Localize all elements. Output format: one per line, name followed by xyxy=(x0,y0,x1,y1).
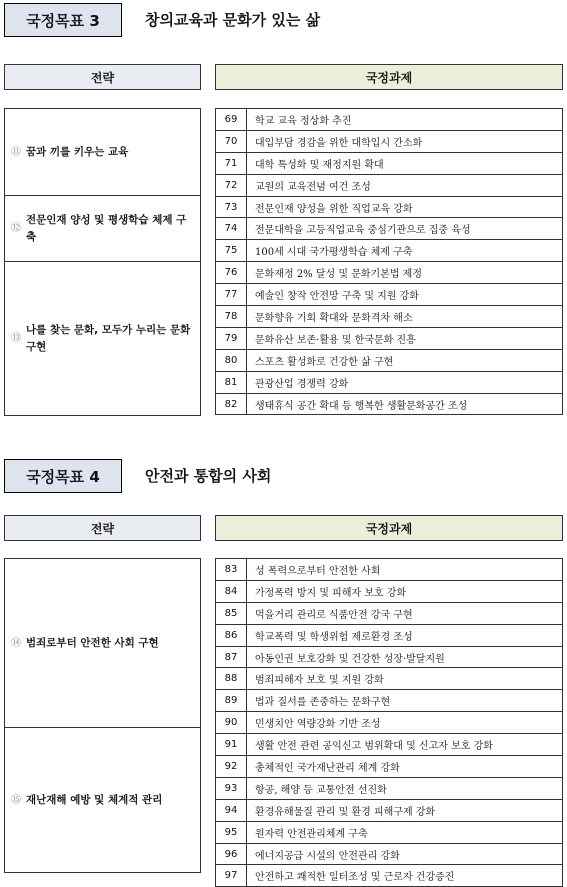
task-text: 관광산업 경쟁력 강화 xyxy=(247,371,563,393)
table-row xyxy=(216,734,563,756)
task-text: 교원의 교육전념 여건 조성 xyxy=(247,174,563,196)
task-text: 100세 시대 국가평생학습 체제 구축 xyxy=(247,240,563,262)
task-number: 97 xyxy=(216,865,247,887)
task-text: 범죄피해자 보호 및 지원 강화 xyxy=(247,668,563,690)
table-row xyxy=(216,865,563,887)
task-number: 82 xyxy=(216,393,247,415)
task-text: 스포츠 활성화로 건강한 삶 구현 xyxy=(247,349,563,371)
table-row xyxy=(216,284,563,306)
table-row xyxy=(216,668,563,690)
task-number: 88 xyxy=(216,668,247,690)
task-text: 대학 특성화 및 재정지원 확대 xyxy=(247,152,563,174)
task-number: 77 xyxy=(216,284,247,306)
goal-3-task-table xyxy=(215,108,563,415)
table-row xyxy=(216,130,563,152)
task-text: 문화재정 2% 달성 및 문화기본법 제정 xyxy=(247,262,563,284)
strategy-12 xyxy=(4,195,201,262)
task-number: 71 xyxy=(216,152,247,174)
goal-4-task-table xyxy=(215,558,563,887)
task-text: 총체적인 국가재난관리 체계 강화 xyxy=(247,756,563,778)
strategy-number: ⑫ xyxy=(11,223,21,234)
task-number: 86 xyxy=(216,624,247,646)
table-row xyxy=(216,602,563,624)
table-row xyxy=(216,580,563,602)
task-number: 90 xyxy=(216,712,247,734)
table-row xyxy=(216,624,563,646)
task-text: 먹을거리 관리로 식품안전 강국 구현 xyxy=(247,602,563,624)
table-row xyxy=(216,218,563,240)
table-row xyxy=(216,327,563,349)
strategy-number: ⑬ xyxy=(11,333,21,344)
task-text: 생태휴식 공간 확대 등 행복한 생활문화공간 조성 xyxy=(247,393,563,415)
task-text: 가정폭력 방지 및 피해자 보호 강화 xyxy=(247,580,563,602)
table-row xyxy=(216,349,563,371)
table-row xyxy=(216,109,563,131)
goal-4-heading xyxy=(0,459,567,495)
task-number: 74 xyxy=(216,218,247,240)
task-text: 예술인 창작 안전망 구축 및 지원 강화 xyxy=(247,284,563,306)
task-number: 80 xyxy=(216,349,247,371)
table-row xyxy=(216,690,563,712)
strategy-number: ⑮ xyxy=(11,794,21,806)
task-text: 안전하고 쾌적한 일터조성 및 근로자 건강증진 xyxy=(247,865,563,887)
table-row xyxy=(216,174,563,196)
table-row xyxy=(216,371,563,393)
table-row xyxy=(216,821,563,843)
task-text: 생활 안전 관련 공익신고 범위확대 및 신고자 보호 강화 xyxy=(247,734,563,756)
strategy-number: ⑭ xyxy=(11,637,21,649)
table-row xyxy=(216,756,563,778)
task-number: 85 xyxy=(216,602,247,624)
task-number: 72 xyxy=(216,174,247,196)
strategy-11 xyxy=(4,108,201,196)
task-number: 75 xyxy=(216,240,247,262)
strategy-13 xyxy=(4,261,201,416)
table-row xyxy=(216,799,563,821)
strategy-text: 재난재해 예방 및 체계적 관리 xyxy=(26,793,163,806)
task-text: 항공, 해양 등 교통안전 선진화 xyxy=(247,777,563,799)
table-row xyxy=(216,196,563,218)
task-number: 94 xyxy=(216,799,247,821)
strategy-text: 꿈과 끼를 키우는 교육 xyxy=(26,145,129,158)
task-number: 87 xyxy=(216,646,247,668)
table-row xyxy=(216,712,563,734)
table-row xyxy=(216,240,563,262)
task-text: 환경유해물질 관리 및 환경 피해구제 강화 xyxy=(247,799,563,821)
table-row xyxy=(216,393,563,415)
goal-4-strategy-header: 전략 xyxy=(4,515,201,541)
task-text: 전문인재 양성을 위한 직업교육 강화 xyxy=(247,196,563,218)
goal-3-task-header: 국정과제 xyxy=(215,64,563,90)
goal-3-title: 창의교육과 문화가 있는 삶 xyxy=(145,11,321,29)
task-number: 79 xyxy=(216,327,247,349)
task-text: 학교 교육 정상화 추진 xyxy=(247,109,563,131)
goal-3-strategy-header: 전략 xyxy=(4,64,201,90)
goal-3-heading xyxy=(0,3,567,39)
task-text: 문화유산 보존·활용 및 한국문화 진흥 xyxy=(247,327,563,349)
table-row xyxy=(216,152,563,174)
table-row xyxy=(216,306,563,328)
goal-4-title: 안전과 통합의 사회 xyxy=(145,467,272,485)
task-number: 73 xyxy=(216,196,247,218)
task-number: 91 xyxy=(216,734,247,756)
task-number: 93 xyxy=(216,777,247,799)
task-number: 78 xyxy=(216,306,247,328)
task-number: 83 xyxy=(216,559,247,581)
table-row xyxy=(216,843,563,865)
task-text: 민생치안 역량강화 기반 조성 xyxy=(247,712,563,734)
task-number: 95 xyxy=(216,821,247,843)
table-row xyxy=(216,777,563,799)
task-text: 학교폭력 및 학생위험 제로환경 조성 xyxy=(247,624,563,646)
task-text: 전문대학을 고등직업교육 중심기관으로 집중 육성 xyxy=(247,218,563,240)
strategy-number: ⑪ xyxy=(11,146,21,158)
strategy-15 xyxy=(4,727,201,873)
task-number: 96 xyxy=(216,843,247,865)
goal-4-task-header: 국정과제 xyxy=(215,515,563,541)
task-text: 원자력 안전관리체계 구축 xyxy=(247,821,563,843)
table-row xyxy=(216,262,563,284)
table-row xyxy=(216,559,563,581)
task-text: 대입부담 경감을 위한 대학입시 간소화 xyxy=(247,130,563,152)
task-number: 81 xyxy=(216,371,247,393)
strategy-text: 범죄로부터 안전한 사회 구현 xyxy=(26,636,159,649)
task-number: 84 xyxy=(216,580,247,602)
task-text: 에너지공급 시설의 안전관리 강화 xyxy=(247,843,563,865)
task-text: 아동인권 보호강화 및 건강한 성장·발달지원 xyxy=(247,646,563,668)
strategy-text: 나를 찾는 문화, 모두가 누리는 문화 구현 xyxy=(26,323,191,353)
task-text: 문화향유 기회 확대와 문화격차 해소 xyxy=(247,306,563,328)
task-number: 76 xyxy=(216,262,247,284)
task-number: 70 xyxy=(216,130,247,152)
goal-3-label: 국정목표 3 xyxy=(4,3,122,37)
task-text: 성 폭력으로부터 안전한 사회 xyxy=(247,559,563,581)
strategy-14 xyxy=(4,558,201,728)
task-number: 92 xyxy=(216,756,247,778)
task-text: 법과 질서를 존중하는 문화구현 xyxy=(247,690,563,712)
task-number: 69 xyxy=(216,109,247,131)
strategy-text: 전문인재 양성 및 평생학습 체제 구축 xyxy=(26,213,187,243)
task-number: 89 xyxy=(216,690,247,712)
goal-4-label: 국정목표 4 xyxy=(4,459,122,493)
table-row xyxy=(216,646,563,668)
